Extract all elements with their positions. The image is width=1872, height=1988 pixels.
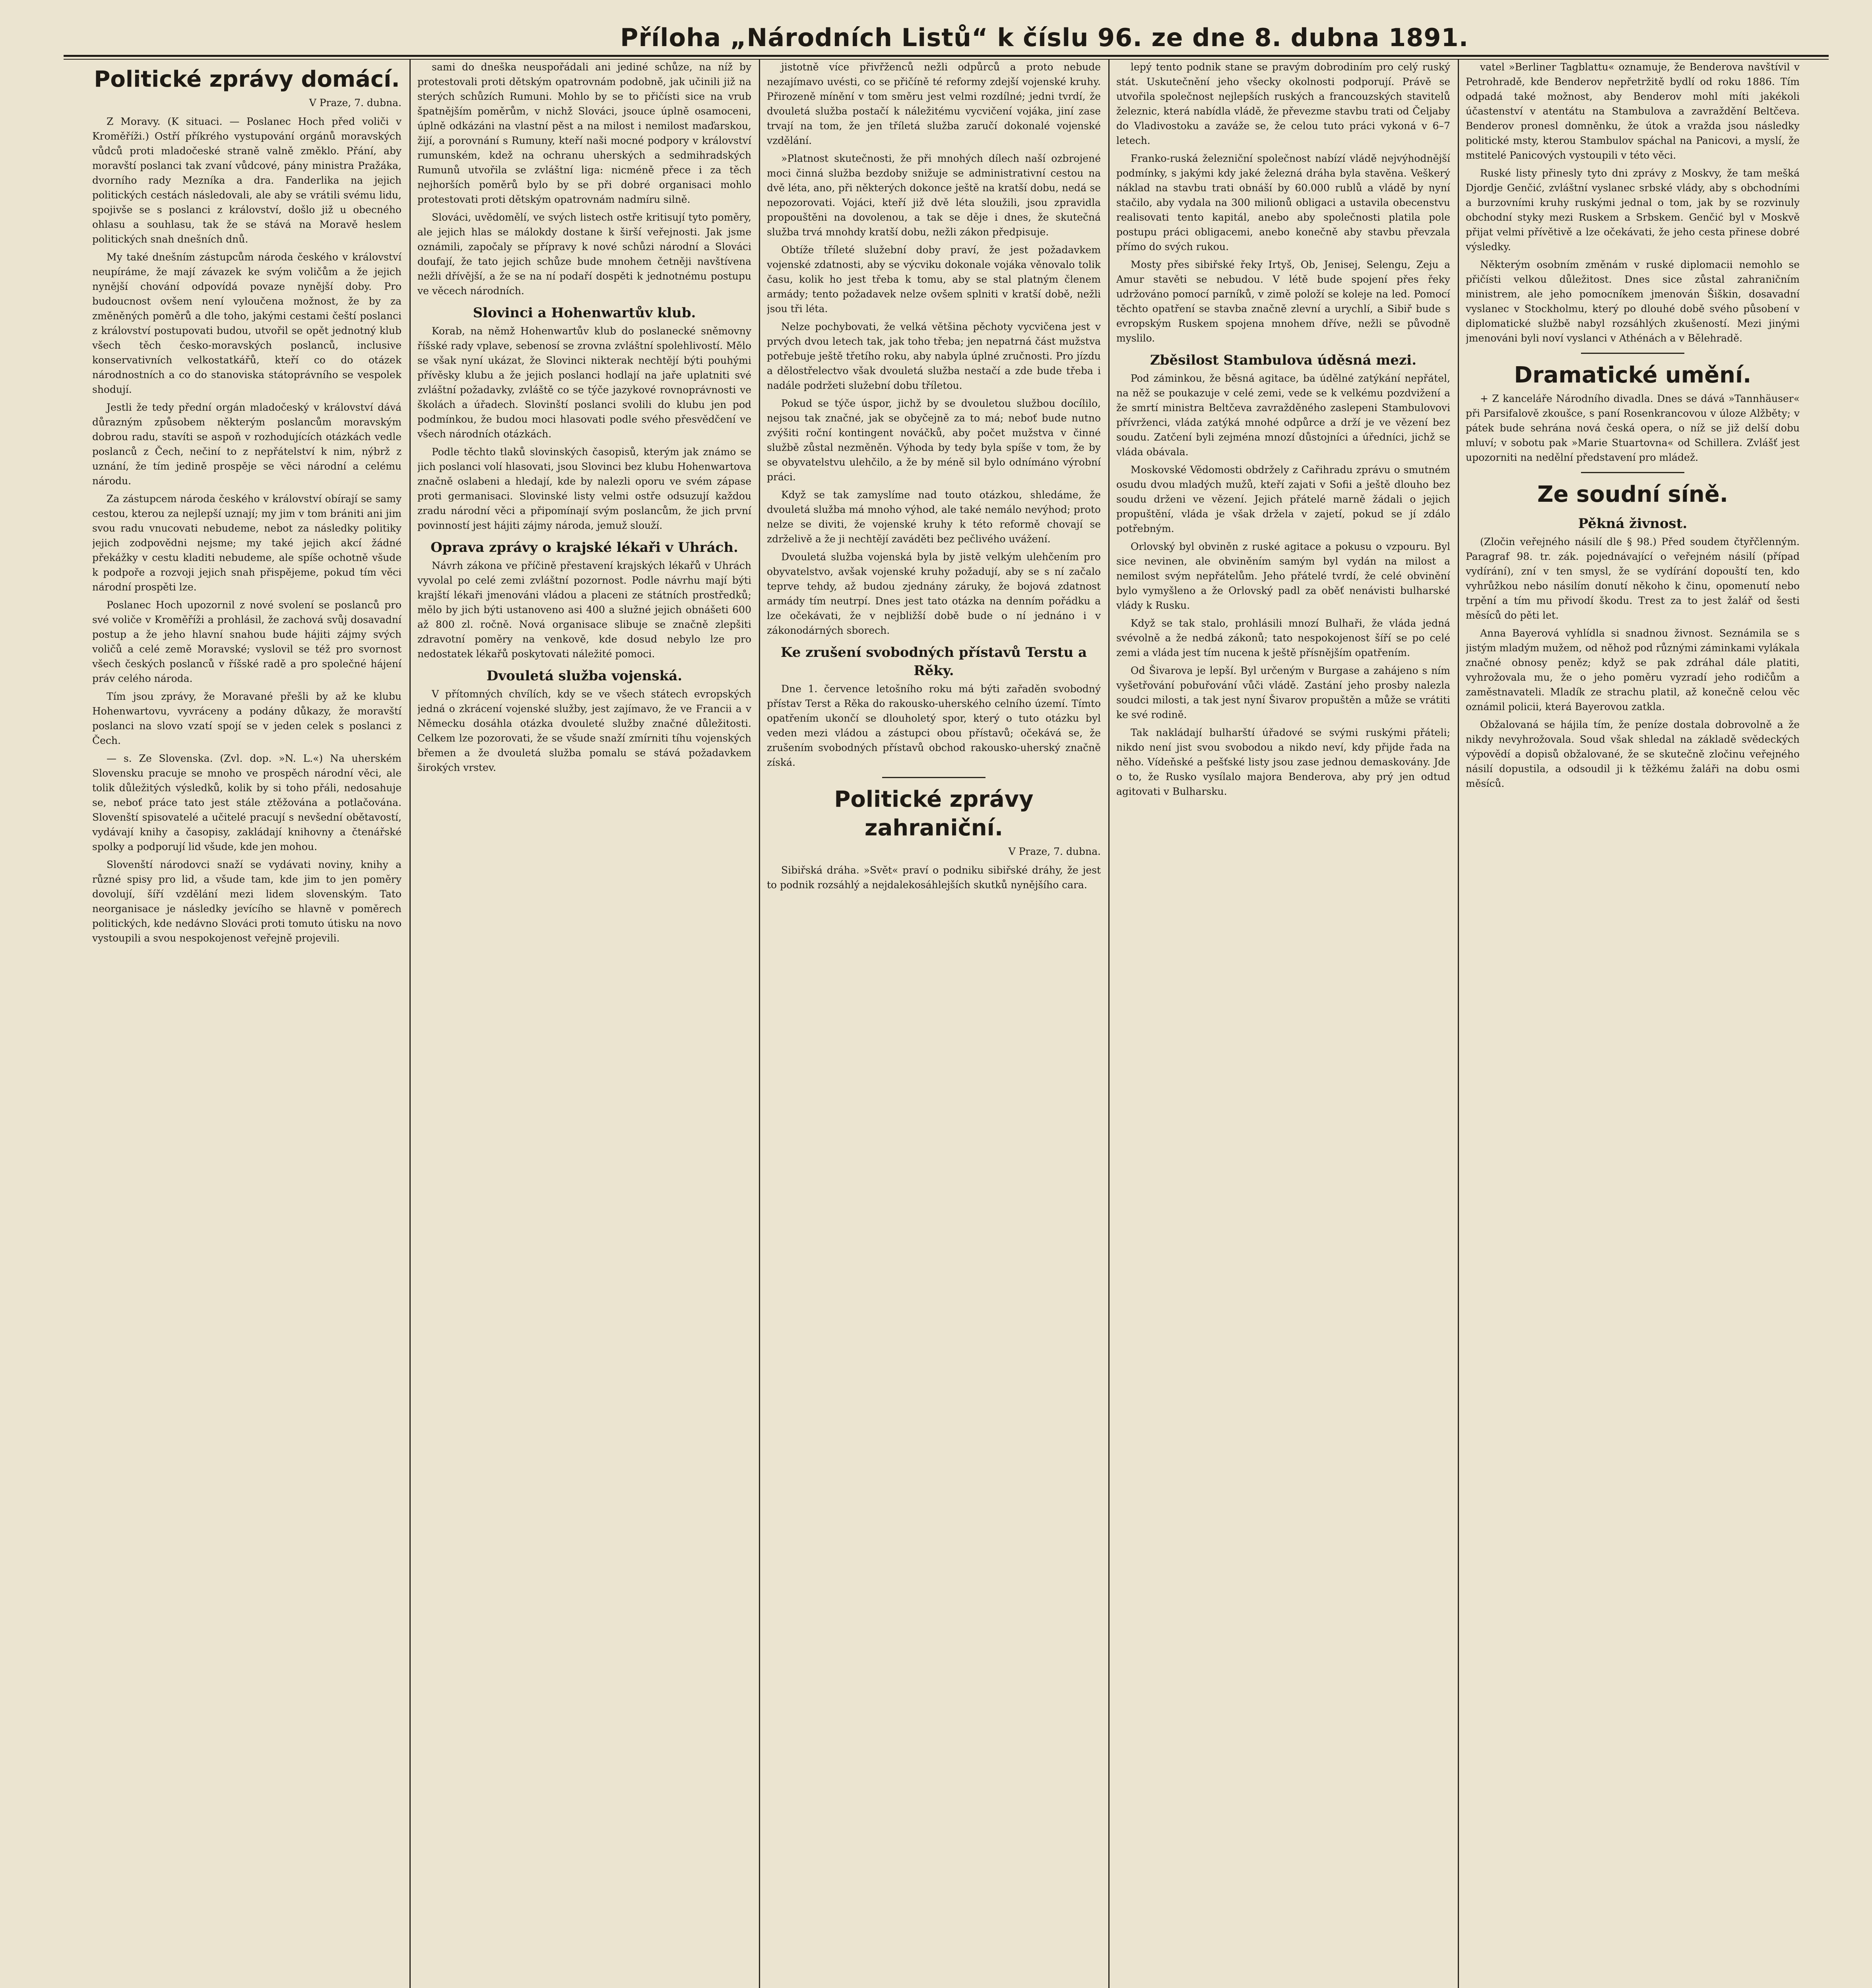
article-heading: Pěkná živnost. <box>1578 516 1688 532</box>
header-rule-thick <box>64 55 1829 57</box>
article-paragraph: Slováci, uvědomělí, ve svých listech ostře kritisují tyto poměry, ale jejich hlas se málokdy dostane k širší veřejnosti. Jak jsme oznámili, započaly se přípravy k nové schůzi národní a Slováci doufají, že tato jejich schůze bude mnohem četněji navštívena nežli dřívější, a že se na ní podaří dospěti k jednotnému postupu ve věcech národních. <box>417 212 751 297</box>
article-paragraph: Anna Bayerová vyhlídla si snadnou živnost. Seznámila se s jistým mladým mužem, od něhož pod různými záminkami vylákala značné obnosy peněz; když se pak zdráhal dále platiti, vyhrožovala mu, že o jeho poměru vyzradí jeho rodičům a zaměstnavateli. Mladík ze strachu platil, až konečně celou věc oznámil policii, která Bayerovou zatkla. <box>1466 627 1800 712</box>
article-paragraph: Když se tak zamyslíme nad touto otázkou, shledáme, že dvouletá služba má mnoho výhod, ale také nemálo nevýhod; proto nelze se diviti, že vojenské kruhy k této reformě chovají se zdrželivě a že ji nechtějí zaváděti bez pečlivého uvážení. <box>767 489 1101 545</box>
article-paragraph: + Z kanceláře Národního divadla. Dnes se dává »Tannhäuser« při Parsifalově zkoušce, s paní Rosenkrancovou v úloze Alžběty; v pátek bude sehrána nová česká opera, o níž se již delší dobu mluví; v sobotu pak »Marie Stuartovna« od Schillera. Zvlášť jest upozorniti na nedělní představení pro mládež. <box>1466 393 1800 463</box>
column-4 <box>1116 60 1450 1988</box>
dateline: V Praze, 7. dubna. <box>309 97 402 109</box>
article-paragraph: V přítomných chvílích, kdy se ve všech státech evropských jedná o zkrácení vojenské služby, jest zajímavo, že ve Francii a v Německu dosáhla otázka dvouleté služby značné důležitosti. Celkem lze pozorovati, že se všude snaží zmírniti tíhu vojenských břemen a že dvouletá služba pomalu se stává požadavkem širokých vrstev. <box>417 688 751 773</box>
article-paragraph: Obtíže tříleté služební doby praví, že jest požadavkem vojenské zdatnosti, aby se výcviku dokonale vojáka věnovalo tolik času, kolik ho jest třeba k tomu, aby se stal platným členem armády; tento požadavek nelze ovšem splniti v kratší době, nežli jsou tři léta. <box>767 244 1101 315</box>
article-paragraph: Některým osobním změnám v ruské diplomacii nemohlo se přičísti velkou důležitost. Dnes sice zůstal zahraničním ministrem, ale jeho pomocníkem jmenován Šiškin, dosavadní vyslanec v Stockholmu, který po dlouhé době svého působení v diplomatické službě nabyl rozsáhlých zkušeností. Mezi jinými jmenováni byli noví vyslanci v Athénách a v Bělehradě. <box>1466 259 1800 344</box>
article-heading: Dvouletá služba vojenská. <box>486 668 683 684</box>
article-paragraph: Mosty přes sibiřské řeky Irtyš, Ob, Jenisej, Selengu, Zeju a Amur stavěti se nebudou. V létě bude spojení přes řeky udržováno pomocí parníků, v zimě položí se koleje na led. Pomocí těchto opatření se stavba značně zlevní a urychlí, a Sibiř bude s evropským Ruskem spojena mnohem dříve, nežli se původně myslilo. <box>1116 259 1450 344</box>
article-paragraph: Slovenští národovci snaží se vydávati noviny, knihy a různé spisy pro lid, a všude tam, kde jim to jen poměry dovolují, šíří vzdělání mezi lidem slovenským. Tato neorganisace je následky jevícího se hlavně v poměrech politických, kde nedávno Slováci proti tomuto útisku na novo vystoupili a svou nespokojenost veřejně projevili. <box>92 859 402 944</box>
column-divider <box>409 60 411 1988</box>
article-paragraph: Nelze pochybovati, že velká většina pěchoty vycvičena jest v prvých dvou letech tak, jak toho třeba; jen nepatrná část mužstva potřebuje ještě třetího roku, aby nabyla úplné zručnosti. Pro jízdu a dělostřelectvo však dvouletá služba nestačí a zde bude třeba i nadále podržeti služební dobu tříletou. <box>767 321 1101 391</box>
section-title-domestic: Politické zprávy domácí. <box>94 66 400 92</box>
article-paragraph: Korab, na němž Hohenwartův klub do poslanecké sněmovny říšské rady vplave, sebenosí se zrovna zvláštní spolehlivostí. Mělo se však nyní ukázat, že Slovinci nikterak nechtějí býti pouhými přívěsky klubu a že jejich poslanci hodlají na jaře uplatniti své zvláštní požadavky, zvláště co se týče jazykové rovnoprávnosti ve školách a úřadech. Slovinští poslanci svolili do klubu jen pod podmínkou, že budou moci hlasovati podle svého přesvědčení ve všech národních otázkách. <box>417 325 751 440</box>
article-paragraph: Návrh zákona ve příčině přestavení krajských lékařů v Uhrách vyvolal po celé zemi zvláštní pozornost. Podle návrhu mají býti krajští lékaři jmenováni vládou a placeni ze státních prostředků; mělo by jich býti ustanoveno asi 400 a služné jejich obnášeti 600 až 800 zl. ročně. Nová organisace slibuje se značně zlepšiti zdravotní poměry na venkově, kde dosud nebylo lze pro nedostatek lékařů poskytovati náležité pomoci. <box>417 560 751 660</box>
column-divider <box>1458 60 1459 1988</box>
article-paragraph: Z Moravy. (K situaci. — Poslanec Hoch před voliči v Kroměříži.) Ostří příkrého vystupování orgánů moravských vůdců proti mladočeské straně valně změklo. Přání, aby moravští poslanci tak zvaní vůdcové, pány ministra Pražáka, dvorního rady Mezníka a dra. Fanderlika na jejich politických cestách následovali, ale aby se vrátili svému lidu, spojivše se s poslanci z království, došlo již u obecného ohlasu a souhlasu, tak že se stává na Moravě heslem politických snah dnešních dnů. <box>92 116 402 245</box>
article-paragraph: Tím jsou zprávy, že Moravané přešli by až ke klubu Hohenwartovu, vyvráceny a podány důkazy, že moravští poslanci na slovo vzatí spojí se v jeden celek s poslanci z Čech. <box>92 691 402 746</box>
article-paragraph: Pokud se týče úspor, jichž by se dvouletou službou docílilo, nejsou tak značné, jak se obyčejně za to má; neboť bude nutno zvýšiti roční kontingent nováčků, aby počet mužstva v činné službě zůstal nezměněn. Výhoda by tedy byla spíše v tom, že by se obyvatelstvu ulehčilo, a že by méně sil bylo odnímáno výrobní práci. <box>767 398 1101 483</box>
dateline: V Praze, 7. dubna. <box>1008 846 1101 857</box>
column-2 <box>417 60 751 1988</box>
column-divider <box>1108 60 1110 1988</box>
article-paragraph: — s. Ze Slovenska. (Zvl. dop. »N. L.«) Na uherském Slovensku pracuje se mnoho ve prospěch národní věci, ale tolik důležitých výsledků, kolik by si toho přáli, nedosahuje se, neboť práce tato jest stále ztěžována a potlačována. Slovenští spisovatelé a učitelé pracují s nevšední obětavostí, vydávají knihy a časopisy, zakládají knihovny a čtenářské spolky a podporují lid všude, kde jen mohou. <box>92 753 402 852</box>
column-3 <box>767 60 1101 1988</box>
article-paragraph: Pod záminkou, že běsná agitace, ba údělné zatýkání nepřátel, na něž se poukazuje v celé zemi, vede se k velkému pozdvižení a že smrtí ministra Beltčeva zavražděného zaslepeni Stambulovovi přívrženci, vláda zatýká mnohé odpůrce a drží je ve vězení bez soudu. Zatčení byli zejména mnozí důstojníci a úředníci, jichž se vláda obávala. <box>1116 373 1450 458</box>
article-paragraph: Poslanec Hoch upozornil z nové svolení se poslanců pro své voliče v Kroměříži a prohlásil, že zachová svůj dosavadní postup a že jeho hlavní snahou bude hájiti zájmy svých voličů a celé země Moravské; vyslovil se též pro svornost všech českých poslanců v říšské radě a pro společné hájení práv celého národa. <box>92 599 402 684</box>
article-paragraph: Za zástupcem národa českého v království obírají se samy cestou, kterou za nejlepší uznají; my jim v tom brániti ani jim svou radu vnucovati nebudeme, nebot za následky politiky jejich zodpovědni nejsme; my také jejich akcí žádné překážky v cestu kladiti nebudeme, ale spíše ochotně všude k podpoře a rozvoji jejich snah přispějeme, pokud tím věci národní prospěti lze. <box>92 493 402 593</box>
column-5 <box>1466 60 1800 1988</box>
article-paragraph: Podle těchto tlaků slovinských časopisů, kterým jak známo se jich poslanci volí hlasovati, jsou Slovinci bez klubu Hohenwartova značně oslabeni a hledají, kde by nalezli oporu ve svém zápase proti germanisaci. Slovinské listy velmi ostře odsuzují každou zradu národní věci a připomínají svým poslancům, že jich první povinností jest hájiti zájmy národa, jemuž slouží. <box>417 446 751 531</box>
article-paragraph: »Platnost skutečnosti, že při mnohých dílech naší ozbrojené moci činná služba bezdoby snižuje se administrativní cestou na dvě léta, ano, při některých dokonce ještě na kratší dobu, nedá se nepozorovati. Vojáci, kteří již dvě léta sloužili, jsou zpravidla propouštěni na dovolenou, a tak se děje i dnes, že skutečná služba trvá mnohdy kratší dobu, nežli zákon předpisuje. <box>767 153 1101 238</box>
article-heading: Zběsilost Stambulova úděsná mezi. <box>1150 352 1417 368</box>
article-paragraph: Dvouletá služba vojenská byla by jistě velkým ulehčením pro obyvatelstvo, avšak vojenské kruhy požadují, aby se s ní začalo teprve tehdy, až budou zjednány záruky, že bojová zdatnost armády tím neutrpí. Dnes jest tato otázka na denním pořádku a lze očekávati, že v nejbližší době bude o ní jednáno i v zákonodárných sborech. <box>767 551 1101 636</box>
article-heading: Slovinci a Hohenwartův klub. <box>473 305 696 321</box>
article-paragraph: Tak nakládají bulharští úřadové se svými ruskými přáteli; nikdo není jist svou svobodou a nikdo neví, kdy přijde řada na něho. Vídeňské a pešťské listy jsou zase jednou demaskovány. Jde o to, že Rusko vysílalo majora Benderova, aby prý jen odtud agitovati v Bulharsku. <box>1116 727 1450 797</box>
section-title-drama: Dramatické umění. <box>1514 362 1752 388</box>
article-paragraph: My také dnešním zástupcům národa českého v království neupíráme, že mají závazek ke svým voličům a že jejich nynější chování odpovídá povaze nynější doby. Pro budoucnost ovšem není vyloučena možnost, že by za změněných poměrů a dle toho, jakými cestami čeští poslanci z království postupovati budou, utvořil se opět jednotný klub všech těch česko-moravských poslanců, inclusive konservativních velkostatkářů, kteří co do otázek národnostních a co do stanoviska státoprávního se vespolek shodují. <box>92 251 402 395</box>
section-title-foreign: Politické zprávy zahraniční. <box>834 786 1034 841</box>
section-divider <box>882 777 985 778</box>
article-paragraph: sami do dneška neuspořádali ani jediné schůze, na níž by protestovali proti dětským opatrovnám podobně, jak učinili již na sterých schůzích Rumuni. Mohlo by se to přičísti sice na vrub špatnějším poměrům, v nichž Slováci, jsouce úplně osamoceni, úplně odkázáni na vlastní pěst a na milost i nemilost maďarskou, žijí, a porovnání s Rumuny, kteří naši mocné podpory v království rumunském, kdež na ochranu uherských a sedmihradských Rumunů utvořila se zvláštní liga: nicméně přece i za těch nejhorších poměrů bylo by se při dobré organisaci mohlo protestovati proti dětským opatrovnám nadmíru silně. <box>417 61 751 205</box>
column-1 <box>92 60 402 1988</box>
article-paragraph: (Zločin veřejného násilí dle § 98.) Před soudem čtyřčlenným. Paragraf 98. tr. zák. pojednávající o veřejném násilí (případ vydírání), zní v ten smysl, že se vydírání dopouští ten, kdo vyhrůžkou nebo násilím donutí někoho k činu, opomenutí nebo trpění a tím mu přivodí škodu. Trest za to jest žalář od šesti měsíců do pěti let. <box>1466 536 1800 621</box>
article-paragraph: Obžalovaná se hájila tím, že peníze dostala dobrovolně a že nikdy nevyhrožovala. Soud však shledal na základě svědeckých výpovědí a dopisů obžalované, že se skutečně zločinu veřejného násilí dopustila, a odsoudil ji k těžkému žaláři na dobu osmi měsíců. <box>1466 719 1800 789</box>
section-title-court: Ze soudní síně. <box>1537 481 1728 507</box>
article-paragraph: Od Šivarova je lepší. Byl určeným v Burgase a zahájeno s ním vyšetřování pobuřování vůči vládě. Zastání jeho prosby nalezla soudci milosti, a tak jest nyní Šivarov propuštěn a může se vrátiti ke své rodině. <box>1116 665 1450 720</box>
article-paragraph: Ruské listy přinesly tyto dni zprávy z Moskvy, že tam mešká Djordje Genčić, zvláštní vyslanec srbské vlády, aby s obchodními a burzovními kruhy ruskými jednal o tom, jak by se rozvinuly obchodní styky mezi Ruskem a Srbskem. Genčić byl v Moskvě přijat velmi přívětivě a lze očekávati, že jeho cesta přinese dobré výsledky. <box>1466 167 1800 252</box>
article-paragraph: Sibiřská dráha. »Svět« praví o podniku sibiřské dráhy, že jest to podnik rozsáhlý a nejdalekosáhlejších skutků nynějšího cara. <box>767 864 1101 891</box>
article-paragraph: Orlovský byl obviněn z ruské agitace a pokusu o vzpouru. Byl sice nevinen, ale obviněním samým byl vydán na milost a nemilost svým nepřátelům. Jeho přátelé tvrdí, že celé obvinění bylo vymyšleno a že Orlovský padl za oběť nenávisti bulharské vlády k Rusku. <box>1116 541 1450 611</box>
column-divider <box>759 60 760 1988</box>
section-divider <box>1581 353 1684 354</box>
article-paragraph: Franko-ruská železniční společnost nabízí vládě nejvýhodnější podmínky, s jakými kdy jaké železná dráha byla stavěna. Veškerý náklad na stavbu trati obnáší by 60.000 rublů a vládě by nyní stačilo, aby vydala na 300 milionů obligaci a ustavila obecenstvu realisovati tento kapitál, anebo aby společnosti platila pole postupu práci obligacemi, anebo konečně aby stavbu převzala přímo do svých rukou. <box>1116 153 1450 252</box>
article-paragraph: Dne 1. července letošního roku má býti zařaděn svobodný přístav Terst a Rěka do rakousko-uherského celního území. Tímto opatřením ukončí se dlouholetý spor, který o tuto otázku byl veden mezi vládou a zástupci obou přístavů; očekává se, že zrušením svobodných přístavů obchod rakousko-uherský značně získá. <box>767 683 1101 768</box>
article-heading: Ke zrušení svobodných přístavů Terstu a Rěky. <box>780 645 1087 679</box>
article-paragraph: jistotně více přivřženců nežli odpůrců a proto nebude nezajímavo uvésti, co se přičíně té reformy zdejší vojenské kruhy. Přirozeně mínění v tom směru jest velmi rozdílné; jedni tvrdí, že dvouletá služba postačí k náležitému vycvičení vojáka, jiní zase trvají na tom, že jen tříletá služba zaručí dokonalé vojenské vzdělání. <box>767 61 1101 146</box>
article-heading: Oprava zprávy o krajské lékaři v Uhrách. <box>431 540 738 555</box>
supplement-header-title: Příloha „Národních Listů“ k číslu 96. ze dne 8. dubna 1891. <box>620 23 1469 52</box>
article-paragraph: lepý tento podnik stane se pravým dobrodiním pro celý ruský stát. Uskutečnění jeho všecky okolnosti podporují. Právě se utvořila společnost nejlepších ruských a francouzských stavitelů železnic, která nabídla vládě, že převezme stavbu trati od Čeljaby do Vladivostoku a zaváže se, že celou tuto práci vykoná v 6–7 letech. <box>1116 61 1450 146</box>
section-divider <box>1581 472 1684 473</box>
article-paragraph: Když se tak stalo, prohlásili mnozí Bulhaři, že vláda jedná svévolně a že nedbá zákonů; tato nespokojenost šíří se po celé zemi a vláda jest tím nucena k ještě přísnějším opatřením. <box>1116 617 1450 658</box>
article-paragraph: vatel »Berliner Tagblattu« oznamuje, že Benderova navštívil v Petrohradě, kde Benderov nepřetržitě bydlí od roku 1886. Tím odpadá také možnost, aby Benderov mohl míti jakékoli účastenství v atentátu na Stambulova a zavraždění Beltčeva. Benderov pronesl domněnku, že útok a vražda jsou následky politické msty, kterou Stambulov spáchal na Panicovi, a myslí, že mstitelé Panicových vystoupili v této věci. <box>1466 61 1800 161</box>
article-paragraph: Moskovské Vědomosti obdržely z Cařihradu zprávu o smutném osudu dvou mladých mužů, kteří zajati v Sofii a ještě dlouho bez soudu drženi ve vězení. Jejich přátelé marně žádali o jejich propuštění, vláda je však držela v zajetí, pokud se jí zdálo potřebným. <box>1116 464 1450 534</box>
article-paragraph: Jestli že tedy přední orgán mladočeský v království dává důrazným způsobem některým poslancům moravským dobrou radu, stavíti se aspoň v rozhodujících otázkách vedle poslanců z Čech, nečiní to z nepřátelství k nim, nýbrž z uznání, že tím jedině prospěje se věci národní a celému národu. <box>92 402 402 487</box>
